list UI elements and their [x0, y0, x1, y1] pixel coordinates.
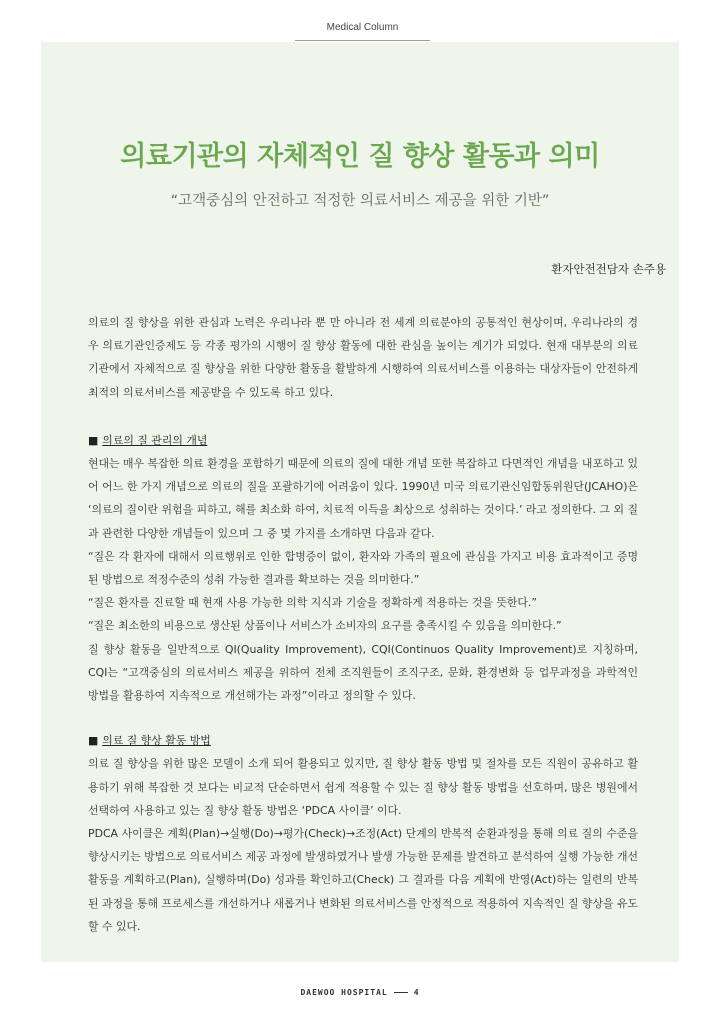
header-divider [295, 40, 430, 41]
section-heading-text: 의료 질 향상 활동 방법 [102, 734, 211, 748]
intro-paragraph: 의료의 질 향상을 위한 관심과 노력은 우리나라 뿐 만 아니라 전 세계 의료분야의 공통적인 현상이며, 우리나라의 경우 의료기관인증제도 등 각종 평가의 시행이 질 향상 활동에 대한 관심을 높이는 계기가 되었다. 현재 대부분의 의료기관에서 자체적으로 질 향상을 위한 다양한 활동을 활발하게 시행하여 의료서비스를 이용하는 대상자들이 안전하게 최적의 의료서비스를 제공받을 수 있도록 하고 있다. [88, 316, 638, 399]
square-bullet-icon: ■ [88, 433, 99, 447]
section-heading-text: 의료의 질 관리의 개념 [102, 433, 208, 447]
footer-hospital-name: DAEWOO HOSPITAL [300, 988, 388, 997]
quote-paragraph: “질은 각 환자에 대해서 의료행위로 인한 합병증이 없이, 환자와 가족의 필요에 관심을 가지고 비용 효과적이고 증명된 방법으로 적정수준의 성취 가능한 결과를 확보하는 것을 의미한다.” [88, 549, 638, 587]
author-byline: 환자안전전담자 손주용 [551, 262, 666, 276]
quote-paragraph: “질은 환자를 진료할 때 현재 사용 가능한 의학 지식과 기술을 정확하게 적용하는 것을 뜻한다.” [88, 596, 538, 610]
section-heading-quality-concept [88, 429, 638, 452]
body-paragraph: 현대는 매우 복잡한 의료 환경을 포함하기 때문에 의료의 질에 대한 개념 또한 복잡하고 다면적인 개념을 내포하고 있어 어느 한 가지 개념으로 의료의 질을 포괄하기에 어려움이 있다. 1990년 미국 의료기관신임합동위원단(JCAHO)은 ‘의료의 질이란 위험을 피하고, 해를 최소화 하여, 치료적 이득을 최상으로 성취하는 것이다.’ 라고 정의한다. 그 외 질과 관련한 다양한 개념들이 있으며 그 중 몇 가지를 소개하면 다음과 같다. [88, 457, 638, 540]
body-paragraph: 질 향상 활동을 일반적으로 QI(Quality Improvement), CQI(Continuos Quality Improvement)로 지칭하며, CQI는 “고객중심의 의료서비스 제공을 위하여 전체 조직원들이 조직구조, 문화, 환경변화 등 업무과정을 과학적인 방법을 활용하여 지속적으로 개선해가는 과정”이라고 정의할 수 있다. [88, 642, 638, 703]
column-category-label: Medical Column [326, 22, 399, 33]
page-footer [0, 988, 720, 997]
article-title: 의료기관의 자체적인 질 향상 활동과 의미 [120, 141, 600, 172]
body-paragraph: PDCA 사이클은 계획(Plan)→실행(Do)→평가(Check)→조정(Act) 단계의 반복적 순환과정을 통해 의료 질의 수준을 향상시키는 방법으로 의료서비스 제공 과정에 발생하였거나 발생 가능한 문제를 발견하고 분석하여 실행 가능한 개선활동을 계획하고(Plan), 실행하며(Do) 성과를 확인하고(Check) 그 결과를 다음 계획에 반영(Act)하는 일련의 반복된 과정을 통해 프로세스를 개선하거나 새롭거나 변화된 의료서비스를 안정적으로 적용하여 지속적인 질 향상을 유도할 수 있다. [88, 827, 638, 933]
page-number: 4 [413, 988, 420, 997]
footer-divider [394, 992, 408, 993]
body-paragraph: 의료 질 향상을 위한 많은 모델이 소개 되어 활용되고 있지만, 질 향상 활동 방법 및 절차를 모든 직원이 공유하고 활용하기 위해 복잡한 것 보다는 비교적 단순하면서 쉽게 적용할 수 있는 질 향상 활동 방법을 선호하며, 많은 병원에서 선택하여 사용하고 있는 질 향상 활동 방법은 ‘PDCA 사이클’ 이다. [88, 757, 638, 817]
section-heading-improvement-method [88, 729, 638, 752]
quote-paragraph: “질은 최소한의 비용으로 생산된 상품이나 서비스가 소비자의 요구를 충족시킬 수 있음을 의미한다.” [88, 619, 562, 633]
article-body [88, 311, 638, 938]
square-bullet-icon: ■ [88, 734, 99, 748]
article-subtitle: “고객중심의 안전하고 적정한 의료서비스 제공을 위한 기반” [170, 193, 550, 209]
